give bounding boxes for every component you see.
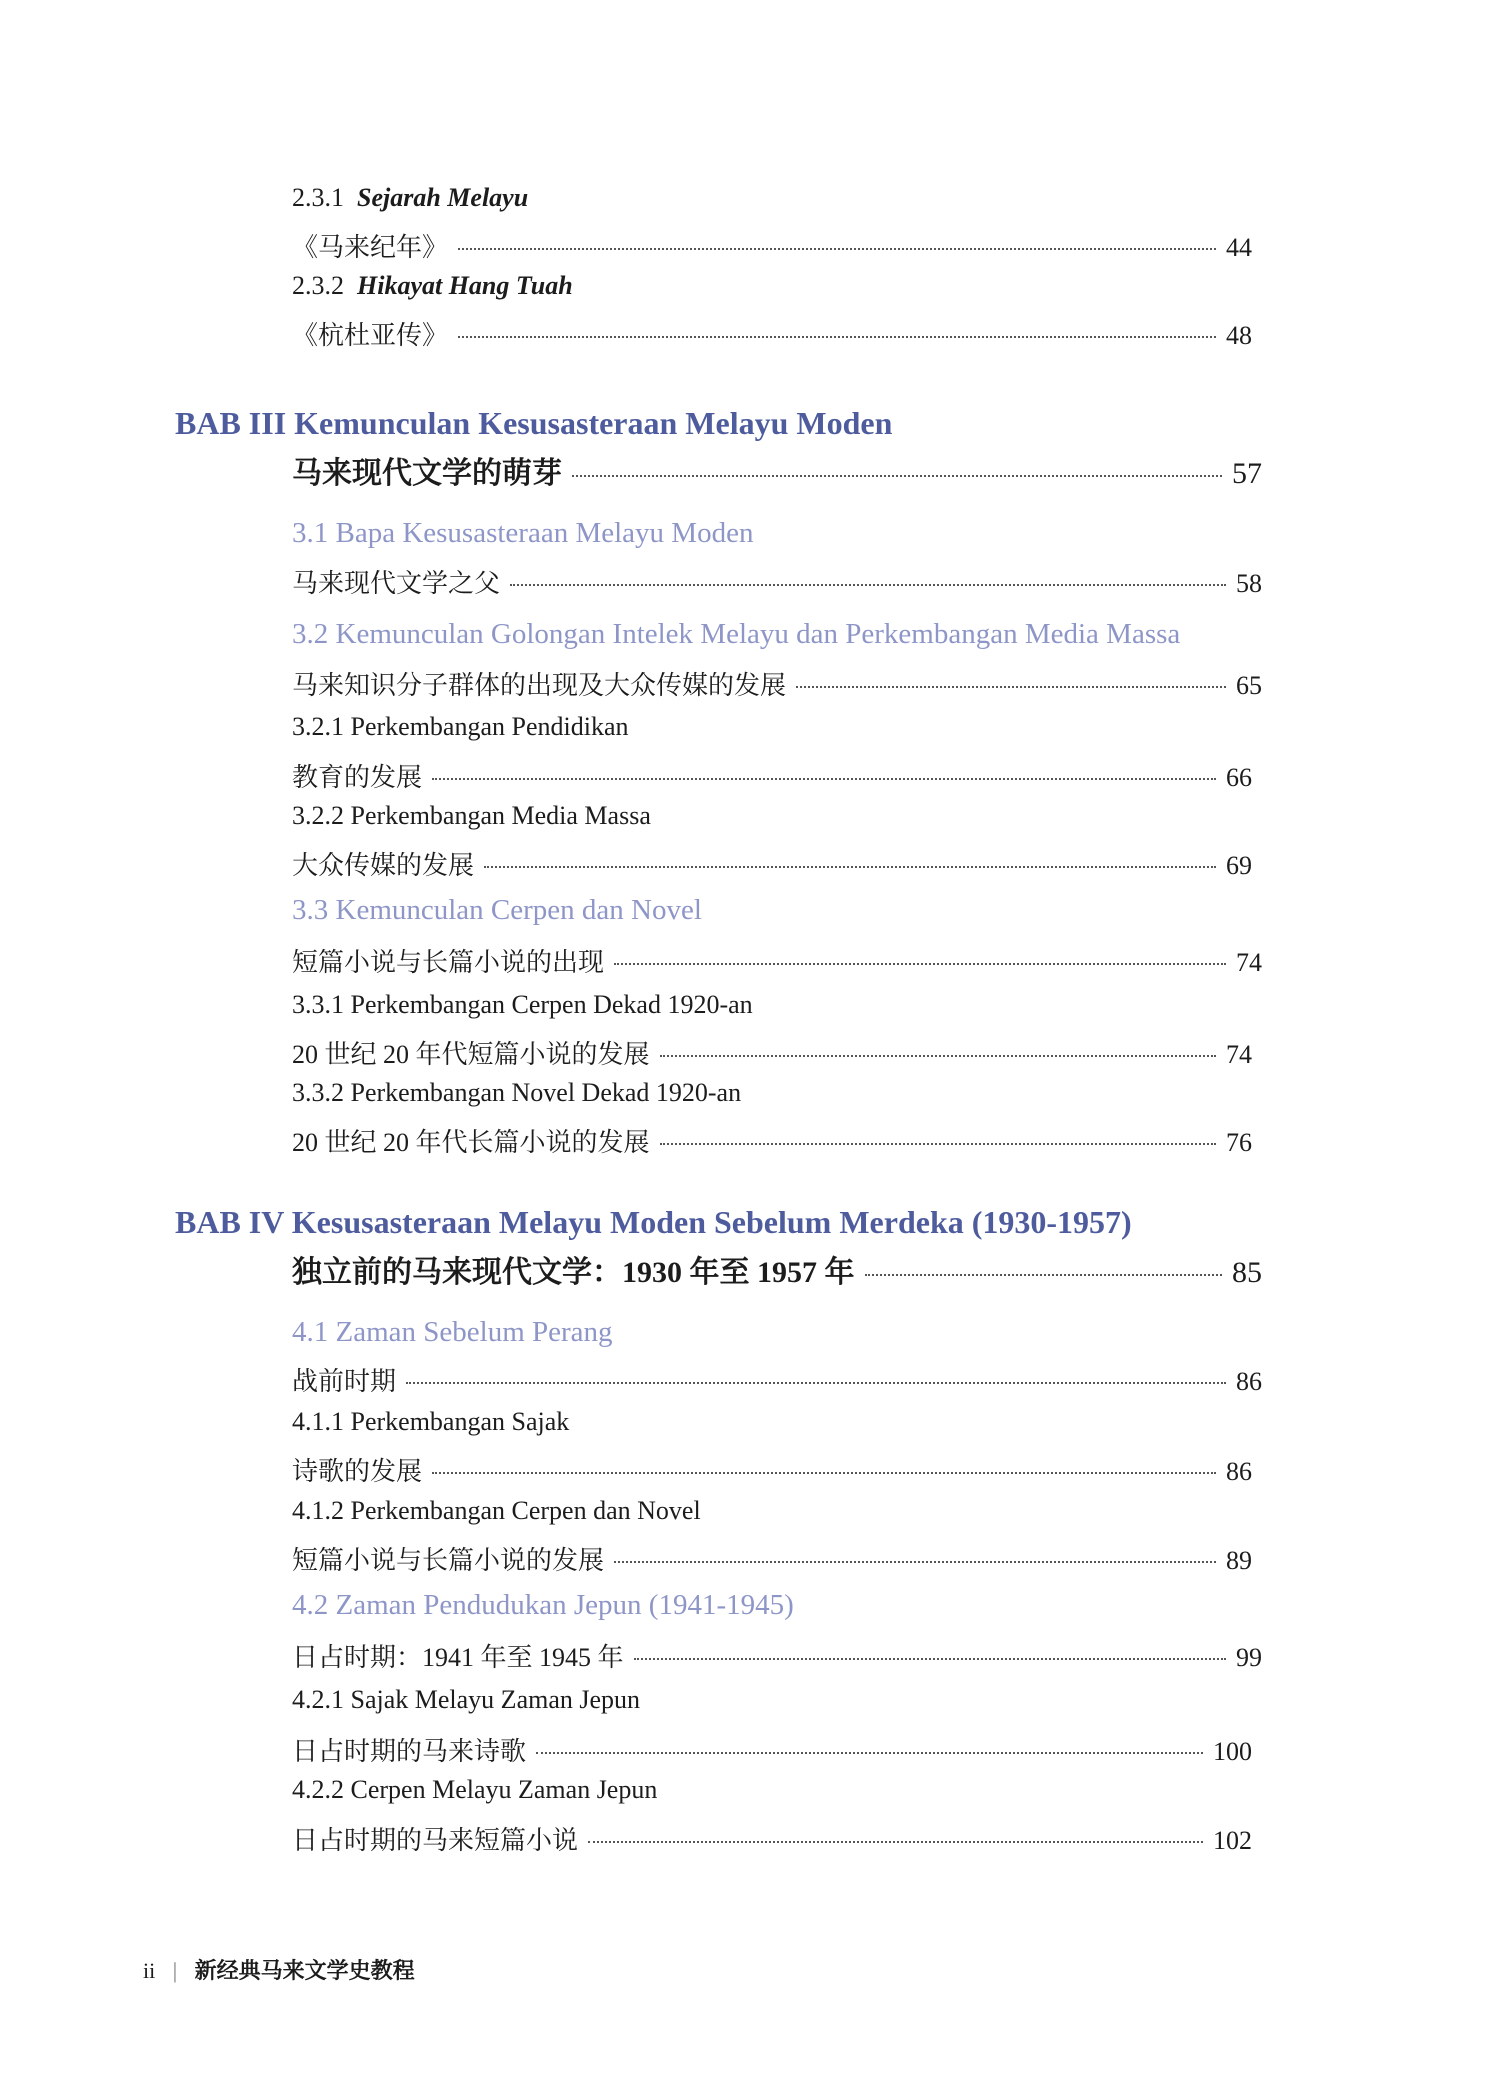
toc-subsection-title (292, 271, 573, 301)
subsection-number: 2.3.1 (292, 183, 344, 212)
page-number: 102 (1213, 1826, 1252, 1855)
toc-entry-label: 短篇小说与长篇小说的出现 (292, 948, 605, 977)
toc-entry-label: 日占时期的马来短篇小说 (292, 1826, 579, 1855)
toc-entry[interactable] (292, 942, 1262, 979)
folio-number: ii (143, 1958, 156, 1983)
subsection-name: Sejarah Melayu (357, 183, 529, 212)
toc-entry-label: 《杭杜亚传》 (292, 321, 449, 350)
section-title: 3.2 Kemunculan Golongan Intelek Melayu dan Perkembangan Media Massa (292, 618, 1181, 650)
leader-dots (572, 475, 1222, 477)
toc-entry[interactable] (292, 315, 1252, 352)
toc-entry[interactable] (292, 845, 1252, 882)
page-number: 57 (1232, 457, 1262, 490)
toc-entry[interactable] (292, 1034, 1252, 1071)
subsection-number: 2.3.2 (292, 271, 344, 300)
toc-subsection-title: 3.3.1 Perkembangan Cerpen Dekad 1920-an (292, 990, 753, 1019)
page-number: 85 (1232, 1256, 1262, 1289)
leader-dots (432, 778, 1216, 780)
toc-entry[interactable] (292, 1540, 1252, 1577)
toc-subsection-title: 3.3.2 Perkembangan Novel Dekad 1920-an (292, 1078, 742, 1107)
toc-entry-label: 诗歌的发展 (292, 1457, 423, 1486)
toc-entry[interactable] (292, 1731, 1252, 1768)
leader-dots (660, 1055, 1216, 1057)
toc-entry-label: 日占时期：1941 年至 1945 年 (292, 1643, 624, 1672)
page-number: 76 (1226, 1128, 1252, 1157)
subsection-name: Hikayat Hang Tuah (357, 271, 573, 300)
toc-subsection-title: 4.2.2 Cerpen Melayu Zaman Jepun (292, 1775, 658, 1804)
section-title: 4.2 Zaman Pendudukan Jepun (1941-1945) (292, 1589, 794, 1621)
leader-dots (510, 584, 1226, 586)
leader-dots (458, 336, 1216, 338)
chapter-title: BAB IV Kesusasteraan Melayu Moden Sebelum Merdeka (1930-1957) (175, 1204, 1132, 1240)
toc-subsection-title: 4.2.1 Sajak Melayu Zaman Jepun (292, 1685, 641, 1714)
page-number: 48 (1226, 321, 1252, 350)
page-number: 65 (1236, 671, 1262, 700)
footer-separator: | (172, 1958, 178, 1983)
toc-entry-label: 20 世纪 20 年代长篇小说的发展 (292, 1128, 650, 1157)
leader-dots (458, 248, 1216, 250)
toc-subsection-title: 4.1.2 Perkembangan Cerpen dan Novel (292, 1496, 701, 1525)
toc-entry-label: 马来知识分子群体的出现及大众传媒的发展 (292, 671, 787, 700)
toc-subsection-title: 3.2.1 Perkembangan Pendidikan (292, 712, 629, 741)
toc-entry-label: 教育的发展 (292, 763, 423, 792)
leader-dots (406, 1382, 1226, 1384)
page-number: 89 (1226, 1546, 1252, 1575)
leader-dots (614, 963, 1226, 965)
leader-dots (588, 1841, 1203, 1843)
leader-dots (536, 1752, 1203, 1754)
toc-entry-label: 短篇小说与长篇小说的发展 (292, 1546, 605, 1575)
leader-dots (432, 1472, 1216, 1474)
toc-chapter-entry[interactable] (292, 448, 1262, 492)
leader-dots (796, 686, 1226, 688)
toc-subsection-title: 4.1.1 Perkembangan Sajak (292, 1407, 570, 1436)
page-number: 86 (1236, 1367, 1262, 1396)
page-number: 44 (1226, 233, 1252, 262)
page-number: 99 (1236, 1643, 1262, 1672)
page-number: 100 (1213, 1737, 1252, 1766)
toc-subsection-title: 3.2.2 Perkembangan Media Massa (292, 801, 651, 830)
page-number: 58 (1236, 569, 1262, 598)
leader-dots (865, 1274, 1223, 1276)
leader-dots (484, 866, 1216, 868)
toc-entry-label: 日占时期的马来诗歌 (292, 1737, 527, 1766)
toc-entry-label: 《马来纪年》 (292, 233, 449, 262)
page-number: 74 (1236, 948, 1262, 977)
page-number: 86 (1226, 1457, 1252, 1486)
toc-entry[interactable] (292, 1820, 1252, 1857)
toc-entry-label: 20 世纪 20 年代短篇小说的发展 (292, 1040, 650, 1069)
toc-entry[interactable] (292, 1361, 1262, 1398)
toc-entry[interactable] (292, 227, 1252, 264)
page-number: 74 (1226, 1040, 1252, 1069)
section-title: 4.1 Zaman Sebelum Perang (292, 1316, 613, 1348)
section-title: 3.3 Kemunculan Cerpen dan Novel (292, 894, 702, 926)
chapter-title: BAB III Kemunculan Kesusasteraan Melayu Moden (175, 405, 893, 441)
page-number: 69 (1226, 851, 1252, 880)
page-footer (143, 1954, 415, 1985)
book-title: 新经典马来文学史教程 (194, 1958, 415, 1983)
leader-dots (634, 1658, 1226, 1660)
toc-entry[interactable] (292, 1451, 1252, 1488)
toc-entry[interactable] (292, 1637, 1262, 1674)
toc-entry-label: 马来现代文学之父 (292, 569, 501, 598)
toc-entry-label: 独立前的马来现代文学：1930 年至 1957 年 (292, 1256, 855, 1289)
toc-subsection-title (292, 183, 528, 213)
page-number: 66 (1226, 763, 1252, 792)
toc-entry-label: 战前时期 (292, 1367, 397, 1396)
toc-entry[interactable] (292, 757, 1252, 794)
section-title: 3.1 Bapa Kesusasteraan Melayu Moden (292, 517, 754, 549)
toc-entry[interactable] (292, 1122, 1252, 1159)
toc-entry[interactable] (292, 665, 1262, 702)
toc-entry[interactable] (292, 563, 1262, 600)
toc-chapter-entry[interactable] (292, 1247, 1262, 1291)
toc-entry-label: 马来现代文学的萌芽 (292, 457, 562, 490)
toc-entry-label: 大众传媒的发展 (292, 851, 475, 880)
leader-dots (614, 1561, 1216, 1563)
leader-dots (660, 1143, 1216, 1145)
